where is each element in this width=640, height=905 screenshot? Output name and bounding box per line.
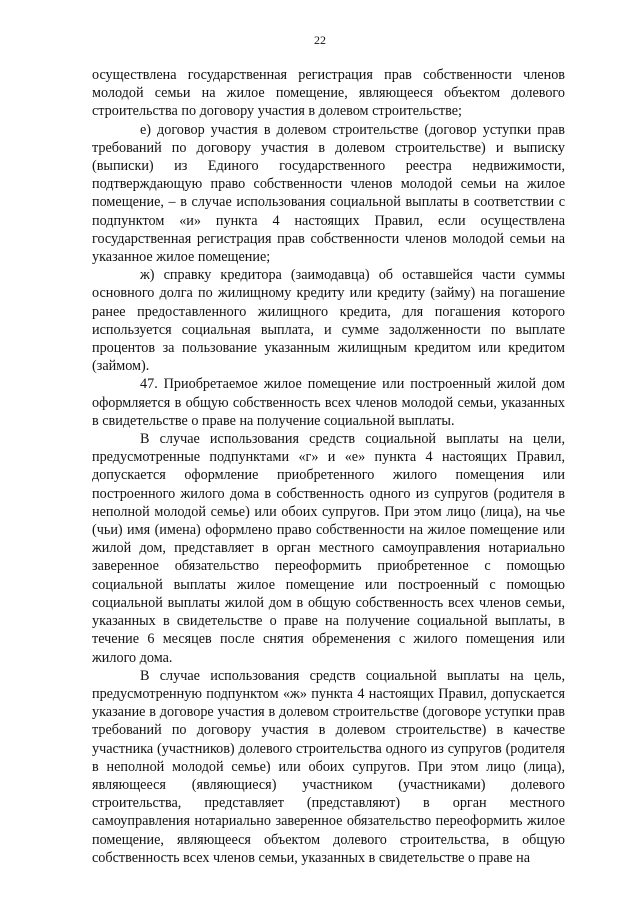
paragraph-clause-47: 47. Приобретаемое жилое помещение или построенный жилой дом оформляется в общую собственность всех членов молодой семьи, указанных в свидетельстве о праве на получение социальной выплаты. bbox=[92, 376, 565, 429]
document-body bbox=[92, 66, 565, 867]
paragraph-registration-continuation: осуществлена государственная регистрация прав собственности членов молодой семьи на жилое помещение, являющееся объектом долевого строительства по договору участия в долевом строительстве; bbox=[92, 67, 565, 120]
page-number: 22 bbox=[314, 33, 326, 47]
paragraph-item-e: е) договор участия в долевом строительстве (договор уступки прав требований по договору участия в долевом строительстве) и выписку (выписки) из Единого государственного реестра недвижимости, подтверждающую право собственности членов молодой семьи на жилое помещение, – в случае использования социальной выплаты в соответствии с подпунктом «и» пункта 4 настоящих Правил, если осуществлена государственная регистрация прав собственности членов молодой семьи на указанное жилое помещение; bbox=[92, 121, 565, 266]
paragraph-ownership-zh: В случае использования средств социальной выплаты на цель, предусмотренную подпунктом «ж» пункта 4 настоящих Правил, допускается указание в договоре участия в долевом строительстве (договоре уступки прав требований по договору участия в долевом строительстве) в качестве участника (участников) долевого строительства одного из супругов (родителя в неполной молодой семье) или обоих супругов. При этом лицо (лица), являющееся (являющиеся) участником (участниками) долевого строительства, представляет (представляют) в орган местного самоуправления нотариально заверенное обязательство переоформить жилое помещение, являющееся объектом долевого строительства, в общую собственность всех членов семьи, указанных в свидетельстве о праве на bbox=[92, 667, 565, 866]
paragraph-item-zh: ж) справку кредитора (заимодавца) об оставшейся части суммы основного долга по жилищному кредиту или кредиту (займу) на погашение ранее предоставленного жилищного кредита, для погашения которого используется социальная выплата, и сумме задолженности по выплате процентов за пользование указанным жилищным кредитом или кредитом (займом). bbox=[92, 267, 565, 375]
paragraph-ownership-g-e: В случае использования средств социальной выплаты на цели, предусмотренные подпунктами «г» и «е» пункта 4 настоящих Правил, допускается оформление приобретенного жилого помещения или построенного жилого дома в собственность одного из супругов (родителя в неполной молодой семье) или обоих супругов. При этом лицо (лица), на чье (чьи) имя (имена) оформлено право собственности на жилое помещение или жилой дом, представляет в орган местного самоуправления нотариально заверенное обязательство переоформить приобретенное с помощью социальной выплаты жилое помещение или построенный с помощью социальной выплаты жилой дом в общую собственность всех членов семьи, указанных в свидетельстве о праве на получение социальной выплаты, в течение 6 месяцев после снятия обременения с жилого помещения или жилого дома. bbox=[92, 431, 565, 666]
